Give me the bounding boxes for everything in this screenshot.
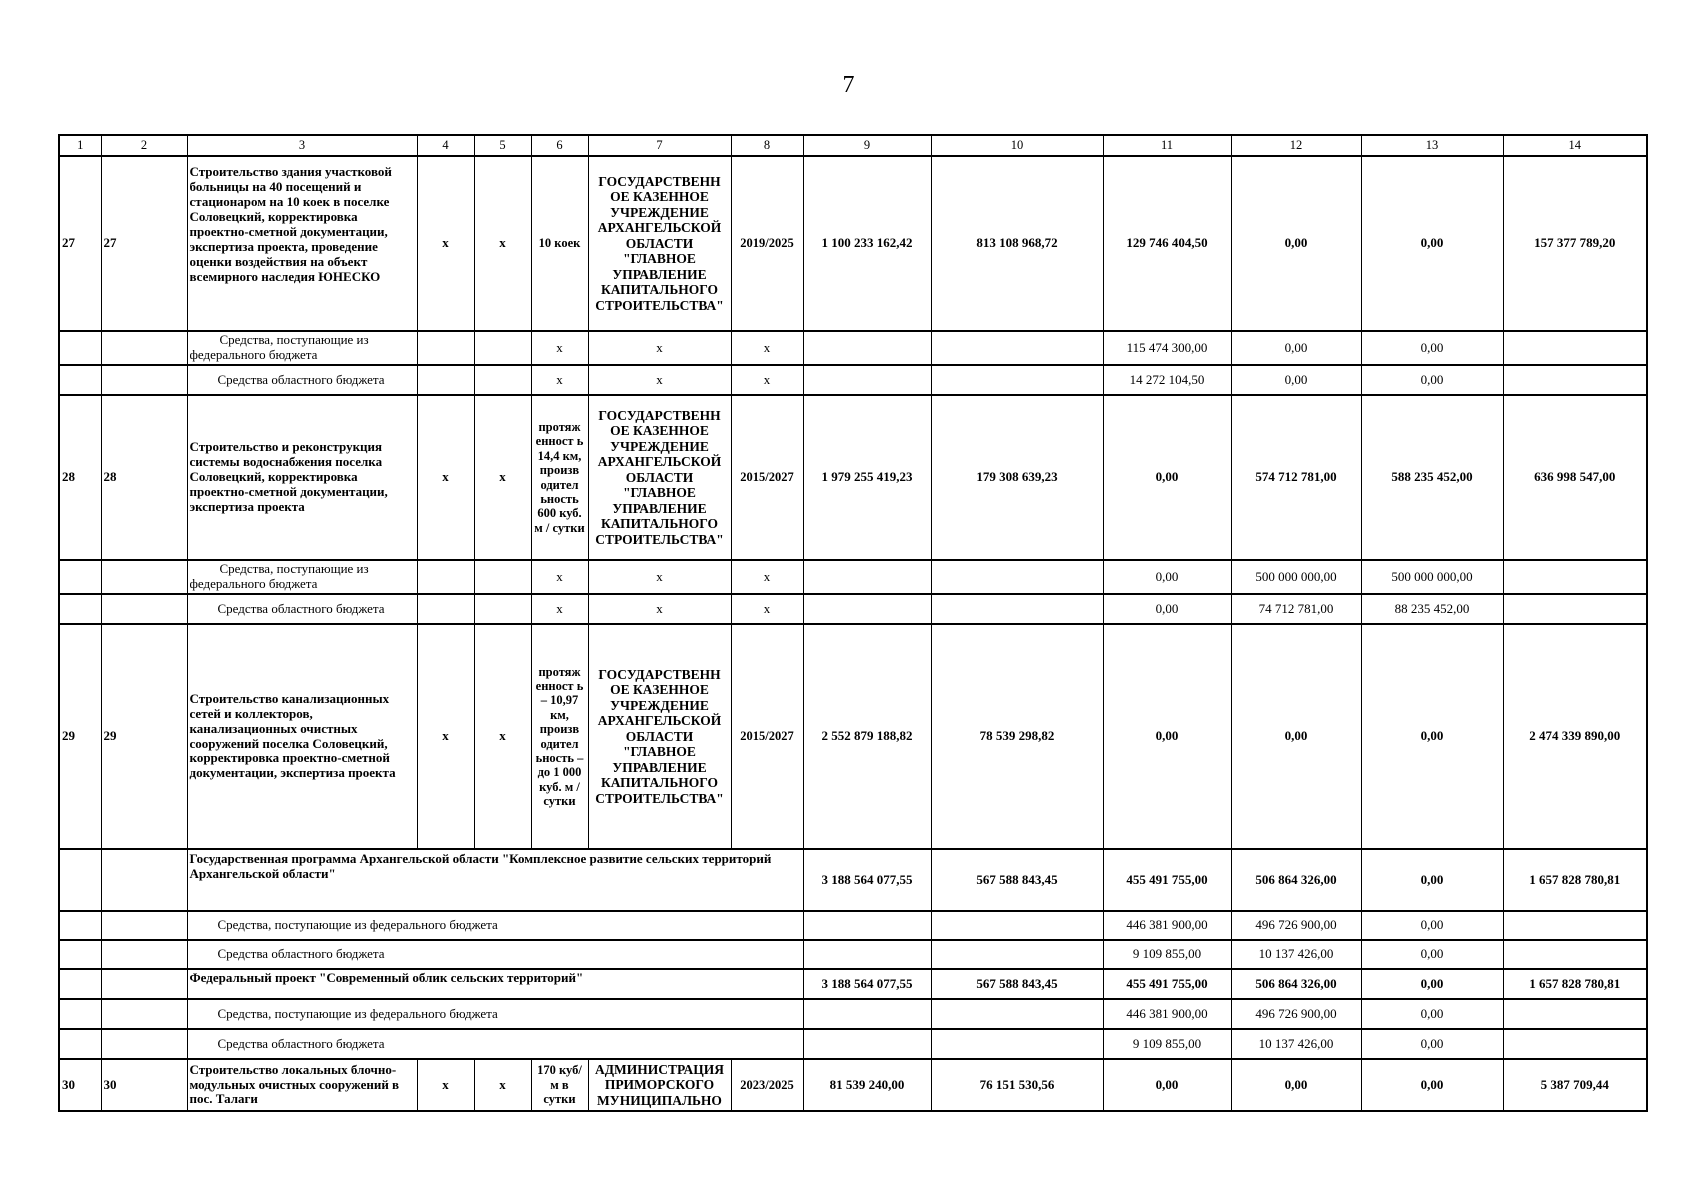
amount-cell: 1 100 233 162,42 bbox=[803, 156, 931, 331]
header-cell: 10 bbox=[931, 135, 1103, 156]
cell-x: х bbox=[588, 594, 731, 624]
amount-cell: 0,00 bbox=[1103, 624, 1231, 849]
customer-cell: ГОСУДАРСТВЕНН ОЕ КАЗЕННОЕ УЧРЕЖДЕНИЕ АРХАНГЕЛЬСКОЙ ОБЛАСТИ "ГЛАВНОЕ УПРАВЛЕНИЕ КАПИТАЛЬНОГО СТРОИТЕЛЬСТВА" bbox=[588, 156, 731, 331]
cell-x: х bbox=[531, 365, 588, 395]
object-name: Строительство и реконструкция системы водоснабжения поселка Соловецкий, корректировка проектно-сметной документации, экспертиза проекта bbox=[187, 395, 417, 560]
table-row bbox=[59, 1029, 1647, 1059]
amount-cell: 0,00 bbox=[1361, 1029, 1503, 1059]
amount-cell: 500 000 000,00 bbox=[1361, 560, 1503, 594]
amount-cell: 9 109 855,00 bbox=[1103, 940, 1231, 969]
header-cell: 14 bbox=[1503, 135, 1647, 156]
amount-cell: 129 746 404,50 bbox=[1103, 156, 1231, 331]
amount-cell: 0,00 bbox=[1361, 969, 1503, 999]
amount-cell: 813 108 968,72 bbox=[931, 156, 1103, 331]
amount-cell: 0,00 bbox=[1231, 331, 1361, 365]
amount-cell: 0,00 bbox=[1361, 999, 1503, 1029]
amount-cell: 5 387 709,44 bbox=[1503, 1059, 1647, 1111]
amount-cell: 506 864 326,00 bbox=[1231, 849, 1361, 911]
funding-label: Средства областного бюджета bbox=[187, 1029, 803, 1059]
amount-cell: 81 539 240,00 bbox=[803, 1059, 931, 1111]
cell-x: х bbox=[417, 1059, 474, 1111]
header-cell: 12 bbox=[1231, 135, 1361, 156]
amount-cell: 0,00 bbox=[1103, 1059, 1231, 1111]
amount-cell: 446 381 900,00 bbox=[1103, 999, 1231, 1029]
investment-table bbox=[58, 134, 1648, 1112]
amount-cell: 455 491 755,00 bbox=[1103, 969, 1231, 999]
amount-cell: 0,00 bbox=[1361, 331, 1503, 365]
cell-x: х bbox=[474, 1059, 531, 1111]
amount-cell: 10 137 426,00 bbox=[1231, 940, 1361, 969]
object-name: Строительство канализационных сетей и коллекторов, канализационных очистных сооружений поселка Соловецкий, корректировка проектно-сметной документации, экспертиза проекта bbox=[187, 624, 417, 849]
amount-cell: 88 235 452,00 bbox=[1361, 594, 1503, 624]
amount-cell: 496 726 900,00 bbox=[1231, 911, 1361, 940]
table-row bbox=[59, 911, 1647, 940]
funding-label: Средства областного бюджета bbox=[187, 940, 803, 969]
table-row bbox=[59, 969, 1647, 999]
cell-x: х bbox=[417, 156, 474, 331]
amount-cell: 1 657 828 780,81 bbox=[1503, 849, 1647, 911]
table-row bbox=[59, 365, 1647, 395]
amount-cell: 500 000 000,00 bbox=[1231, 560, 1361, 594]
funding-label: Средства, поступающие из федерального бюджета bbox=[187, 911, 803, 940]
amount-cell: 10 137 426,00 bbox=[1231, 1029, 1361, 1059]
cell-x: х bbox=[588, 331, 731, 365]
page-number: 7 bbox=[842, 72, 855, 98]
header-cell: 4 bbox=[417, 135, 474, 156]
header-cell: 5 bbox=[474, 135, 531, 156]
cell-x: х bbox=[474, 156, 531, 331]
cell-x: х bbox=[417, 395, 474, 560]
amount-cell: 567 588 843,45 bbox=[931, 969, 1103, 999]
capacity-cell: 10 коек bbox=[531, 156, 588, 331]
amount-cell: 1 979 255 419,23 bbox=[803, 395, 931, 560]
amount-cell: 9 109 855,00 bbox=[1103, 1029, 1231, 1059]
header-cell: 3 bbox=[187, 135, 417, 156]
cell-x: х bbox=[731, 560, 803, 594]
amount-cell: 0,00 bbox=[1231, 156, 1361, 331]
funding-label: Средства областного бюджета bbox=[187, 594, 417, 624]
capacity-cell: протяж енност ь – 10,97 км, произв одител ьность – до 1 000 куб. м / сутки bbox=[531, 624, 588, 849]
amount-cell: 0,00 bbox=[1361, 940, 1503, 969]
amount-cell: 0,00 bbox=[1231, 365, 1361, 395]
cell-x: х bbox=[588, 560, 731, 594]
table-row bbox=[59, 999, 1647, 1029]
period-cell: 2015/2027 bbox=[731, 395, 803, 560]
row-number: 27 bbox=[59, 156, 101, 331]
amount-cell: 0,00 bbox=[1231, 624, 1361, 849]
amount-cell: 76 151 530,56 bbox=[931, 1059, 1103, 1111]
amount-cell: 0,00 bbox=[1361, 849, 1503, 911]
amount-cell: 3 188 564 077,55 bbox=[803, 969, 931, 999]
table-row bbox=[59, 331, 1647, 365]
cell-x: х bbox=[588, 365, 731, 395]
amount-cell: 0,00 bbox=[1361, 911, 1503, 940]
period-cell: 2015/2027 bbox=[731, 624, 803, 849]
capacity-cell: протяж енност ь 14,4 км, произв одител ьность 600 куб. м / сутки bbox=[531, 395, 588, 560]
table-row bbox=[59, 1059, 1647, 1111]
capacity-cell: 170 куб/м в сутки bbox=[531, 1059, 588, 1111]
table-row bbox=[59, 560, 1647, 594]
header-cell: 7 bbox=[588, 135, 731, 156]
header-cell: 11 bbox=[1103, 135, 1231, 156]
amount-cell: 496 726 900,00 bbox=[1231, 999, 1361, 1029]
amount-cell: 3 188 564 077,55 bbox=[803, 849, 931, 911]
cell-x: х bbox=[531, 331, 588, 365]
header-cell: 6 bbox=[531, 135, 588, 156]
amount-cell: 0,00 bbox=[1361, 624, 1503, 849]
amount-cell: 78 539 298,82 bbox=[931, 624, 1103, 849]
cell-x: х bbox=[474, 395, 531, 560]
amount-cell: 157 377 789,20 bbox=[1503, 156, 1647, 331]
amount-cell: 2 474 339 890,00 bbox=[1503, 624, 1647, 849]
row-number: 30 bbox=[59, 1059, 101, 1111]
funding-label: Средства областного бюджета bbox=[187, 365, 417, 395]
project-name: Федеральный проект "Современный облик сельских территорий" bbox=[187, 969, 803, 999]
table-row bbox=[59, 624, 1647, 849]
customer-cell: ГОСУДАРСТВЕНН ОЕ КАЗЕННОЕ УЧРЕЖДЕНИЕ АРХАНГЕЛЬСКОЙ ОБЛАСТИ "ГЛАВНОЕ УПРАВЛЕНИЕ КАПИТАЛЬНОГО СТРОИТЕЛЬСТВА" bbox=[588, 624, 731, 849]
amount-cell: 0,00 bbox=[1231, 1059, 1361, 1111]
program-name: Государственная программа Архангельской области "Комплексное развитие сельских территорий Архангельской области" bbox=[187, 849, 803, 911]
cell-x: х bbox=[731, 365, 803, 395]
funding-label: Средства, поступающие из федерального бюджета bbox=[187, 560, 417, 594]
amount-cell: 455 491 755,00 bbox=[1103, 849, 1231, 911]
table-row bbox=[59, 395, 1647, 560]
cell-x: х bbox=[531, 594, 588, 624]
header-cell: 13 bbox=[1361, 135, 1503, 156]
amount-cell: 0,00 bbox=[1103, 395, 1231, 560]
row-number: 29 bbox=[101, 624, 187, 849]
header-cell: 1 bbox=[59, 135, 101, 156]
period-cell: 2023/2025 bbox=[731, 1059, 803, 1111]
amount-cell: 567 588 843,45 bbox=[931, 849, 1103, 911]
customer-cell: АДМИНИСТРАЦИЯ ПРИМОРСКОГО МУНИЦИПАЛЬНО bbox=[588, 1059, 731, 1111]
amount-cell: 74 712 781,00 bbox=[1231, 594, 1361, 624]
header-row bbox=[59, 135, 1647, 156]
cell-x: х bbox=[531, 560, 588, 594]
cell-x: х bbox=[417, 624, 474, 849]
amount-cell: 0,00 bbox=[1103, 560, 1231, 594]
customer-cell: ГОСУДАРСТВЕНН ОЕ КАЗЕННОЕ УЧРЕЖДЕНИЕ АРХАНГЕЛЬСКОЙ ОБЛАСТИ "ГЛАВНОЕ УПРАВЛЕНИЕ КАПИТАЛЬНОГО СТРОИТЕЛЬСТВА" bbox=[588, 395, 731, 560]
cell-x: х bbox=[731, 594, 803, 624]
amount-cell: 2 552 879 188,82 bbox=[803, 624, 931, 849]
amount-cell: 506 864 326,00 bbox=[1231, 969, 1361, 999]
amount-cell: 14 272 104,50 bbox=[1103, 365, 1231, 395]
object-name: Строительство здания участковой больницы на 40 посещений и стационаром на 10 коек в поселке Соловецкий, корректировка проектно-сметной документации, экспертиза проекта, проведение оценки воздействия на объект всемирного наследия ЮНЕСКО bbox=[187, 156, 417, 331]
header-cell: 9 bbox=[803, 135, 931, 156]
table-row bbox=[59, 940, 1647, 969]
cell-x: х bbox=[474, 624, 531, 849]
row-number: 30 bbox=[101, 1059, 187, 1111]
funding-label: Средства, поступающие из федерального бюджета bbox=[187, 331, 417, 365]
row-number: 27 bbox=[101, 156, 187, 331]
object-name: Строительство локальных блочно-модульных очистных сооружений в пос. Талаги bbox=[187, 1059, 417, 1111]
cell-x: х bbox=[731, 331, 803, 365]
header-cell: 2 bbox=[101, 135, 187, 156]
amount-cell: 588 235 452,00 bbox=[1361, 395, 1503, 560]
amount-cell: 115 474 300,00 bbox=[1103, 331, 1231, 365]
table-row bbox=[59, 156, 1647, 331]
amount-cell: 636 998 547,00 bbox=[1503, 395, 1647, 560]
period-cell: 2019/2025 bbox=[731, 156, 803, 331]
row-number: 28 bbox=[59, 395, 101, 560]
row-number: 29 bbox=[59, 624, 101, 849]
amount-cell: 0,00 bbox=[1103, 594, 1231, 624]
amount-cell: 0,00 bbox=[1361, 156, 1503, 331]
funding-label: Средства, поступающие из федерального бюджета bbox=[187, 999, 803, 1029]
table-row bbox=[59, 849, 1647, 911]
amount-cell: 179 308 639,23 bbox=[931, 395, 1103, 560]
row-number: 28 bbox=[101, 395, 187, 560]
amount-cell: 574 712 781,00 bbox=[1231, 395, 1361, 560]
table-row bbox=[59, 594, 1647, 624]
amount-cell: 0,00 bbox=[1361, 365, 1503, 395]
header-cell: 8 bbox=[731, 135, 803, 156]
amount-cell: 0,00 bbox=[1361, 1059, 1503, 1111]
amount-cell: 1 657 828 780,81 bbox=[1503, 969, 1647, 999]
amount-cell: 446 381 900,00 bbox=[1103, 911, 1231, 940]
